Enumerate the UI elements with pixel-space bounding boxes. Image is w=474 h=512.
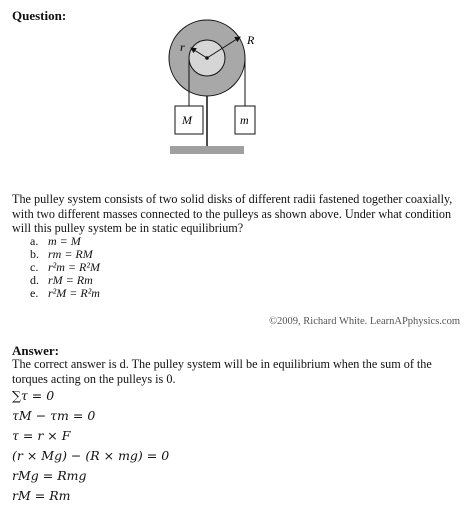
copyright-credit: ©2009, Richard White. LearnAPphysics.com: [269, 316, 460, 327]
choice-text: r²M = R²m: [48, 286, 100, 300]
equation-simplified: rMg = Rmg: [12, 468, 87, 483]
choice-letter: e.: [30, 286, 39, 300]
choice-text: rM = Rm: [48, 273, 93, 287]
choice-letter: a.: [30, 234, 39, 248]
large-radius-label: R: [247, 33, 255, 47]
small-radius-label: r: [180, 40, 185, 54]
choice-e: [30, 287, 100, 300]
choice-letter: d.: [30, 273, 39, 287]
prompt-line: with two different masses connected to the pulleys as shown above. Under what condition: [12, 206, 452, 221]
prompt-line: will this pulley system be in static equilibrium?: [12, 221, 244, 235]
choice-text: rm = RM: [48, 247, 93, 261]
pulley-diagram: [0, 0, 474, 170]
choice-letter: b.: [30, 247, 39, 261]
equation-result: rM = Rm: [12, 488, 71, 503]
choice-text: m = M: [48, 234, 81, 248]
equation-torque-difference: τM − τm = 0: [12, 408, 96, 423]
question-heading: Question:: [12, 8, 67, 23]
base-platform: [170, 146, 244, 154]
equation-sum-torque: ∑τ = 0: [12, 388, 55, 403]
answer-heading: Answer:: [12, 343, 59, 358]
prompt-line: The pulley system consists of two solid disks of different radii fastened together coaxially,: [12, 192, 453, 206]
choice-letter: c.: [30, 260, 39, 274]
answer-line: The correct answer is d. The pulley system will be in equilibrium when the sum of the: [12, 357, 432, 371]
left-mass-label: M: [182, 113, 192, 127]
equation-torque-expanded: (r × Mg) − (R × mg) = 0: [12, 448, 170, 463]
right-mass-label: m: [240, 113, 249, 127]
equation-torque-definition: τ = r × F: [12, 428, 71, 443]
answer-text: [12, 357, 432, 386]
answer-line: torques acting on the pulleys is 0.: [12, 371, 176, 386]
question-prompt: [12, 192, 452, 236]
choice-text: r²m = R²M: [48, 260, 100, 274]
